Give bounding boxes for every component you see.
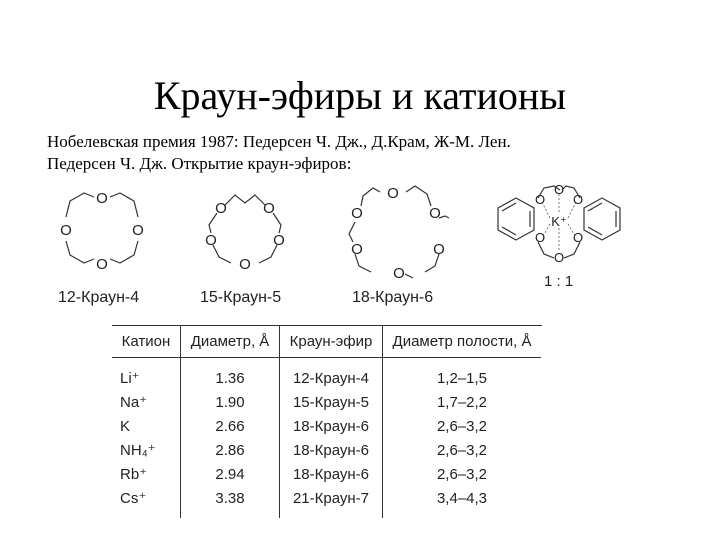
- crown-18-6-structure: [343, 182, 455, 286]
- ion-diameter-cell: 1.90: [181, 390, 280, 414]
- nobel-prize-line: Нобелевская премия 1987: Педерсен Ч. Дж., Д.Крам, Ж-М. Лен.: [47, 132, 511, 151]
- header-cavity-diameter: Диаметр полости, Å: [383, 325, 542, 358]
- oxygen-label: O: [96, 256, 108, 273]
- crown-ether-cell: 15-Краун-5: [280, 390, 383, 414]
- cation-cell: K: [112, 414, 181, 438]
- ion-diameter-cell: 2.94: [181, 462, 280, 486]
- oxygen-label: O: [534, 230, 546, 245]
- oxygen-label: O: [572, 230, 584, 245]
- crown-12-4-caption: 12-Краун-4: [58, 289, 140, 306]
- cation-cell: NH₄⁺: [112, 438, 181, 462]
- oxygen-label: O: [96, 190, 108, 207]
- table-row: [112, 438, 541, 462]
- cation-crown-table: [112, 325, 541, 518]
- cavity-diameter-cell: 2,6–3,2: [436, 417, 488, 435]
- table-row: [112, 486, 541, 518]
- crown-ether-cell: 18-Краун-6: [280, 414, 383, 438]
- oxygen-label: O: [387, 185, 399, 202]
- cavity-diameter-cell: 2,6–3,2: [436, 465, 488, 483]
- oxygen-label: O: [553, 182, 565, 197]
- crown-15-5-structure: [195, 185, 295, 285]
- discovery-line: Педерсен Ч. Дж. Открытие краун-эфиров:: [47, 154, 352, 173]
- oxygen-label: O: [351, 241, 363, 258]
- ion-diameter-cell: 3.38: [181, 486, 280, 518]
- cavity-diameter-cell: 1,7–2,2: [436, 393, 488, 411]
- header-ion-diameter: Диаметр, Å: [181, 325, 280, 358]
- header-crown-ether: Краун-эфир: [280, 325, 383, 358]
- oxygen-label: O: [572, 192, 584, 207]
- cavity-diameter-cell: 1,2–1,5: [436, 369, 488, 387]
- oxygen-label: O: [273, 232, 285, 249]
- cavity-diameter-cell: 3,4–4,3: [436, 489, 488, 507]
- table-row: [112, 414, 541, 438]
- oxygen-label: O: [534, 192, 546, 207]
- cation-cell: Na⁺: [112, 390, 181, 414]
- crown-18-6-caption: 18-Краун-6: [352, 289, 434, 306]
- potassium-ion-label: K⁺: [551, 214, 567, 229]
- ion-diameter-cell: 1.36: [181, 358, 280, 391]
- stoichiometry-ratio: 1 : 1: [544, 273, 574, 290]
- crown-15-5-caption: 15-Краун-5: [200, 289, 282, 306]
- cation-cell: Li⁺: [112, 358, 181, 391]
- ion-diameter-cell: 2.86: [181, 438, 280, 462]
- table-row: [112, 462, 541, 486]
- oxygen-label: O: [132, 222, 144, 239]
- table-header-row: [112, 325, 541, 358]
- oxygen-label: O: [553, 250, 565, 265]
- crown-ether-cell: 12-Краун-4: [280, 358, 383, 391]
- crown-ether-cell: 18-Краун-6: [280, 438, 383, 462]
- table-row: [112, 390, 541, 414]
- oxygen-label: O: [215, 200, 227, 217]
- crown-12-4-structure: [52, 185, 152, 285]
- header-cation: Катион: [112, 325, 181, 358]
- oxygen-label: O: [429, 205, 441, 222]
- oxygen-label: O: [205, 232, 217, 249]
- table-row: [112, 358, 541, 391]
- crown-ether-cell: 18-Краун-6: [280, 462, 383, 486]
- slide-title: Краун-эфиры и катионы: [153, 73, 567, 118]
- dibenzo-crown-k-complex: [482, 180, 636, 274]
- ion-diameter-cell: 2.66: [181, 414, 280, 438]
- oxygen-label: O: [393, 265, 405, 282]
- cavity-diameter-cell: 2,6–3,2: [436, 441, 488, 459]
- crown-ether-cell: 21-Краун-7: [280, 486, 383, 518]
- oxygen-label: O: [433, 241, 445, 258]
- oxygen-label: O: [60, 222, 72, 239]
- oxygen-label: O: [239, 256, 251, 273]
- cation-cell: Rb⁺: [112, 462, 181, 486]
- oxygen-label: O: [351, 205, 363, 222]
- oxygen-label: O: [263, 200, 275, 217]
- cation-cell: Cs⁺: [112, 486, 181, 518]
